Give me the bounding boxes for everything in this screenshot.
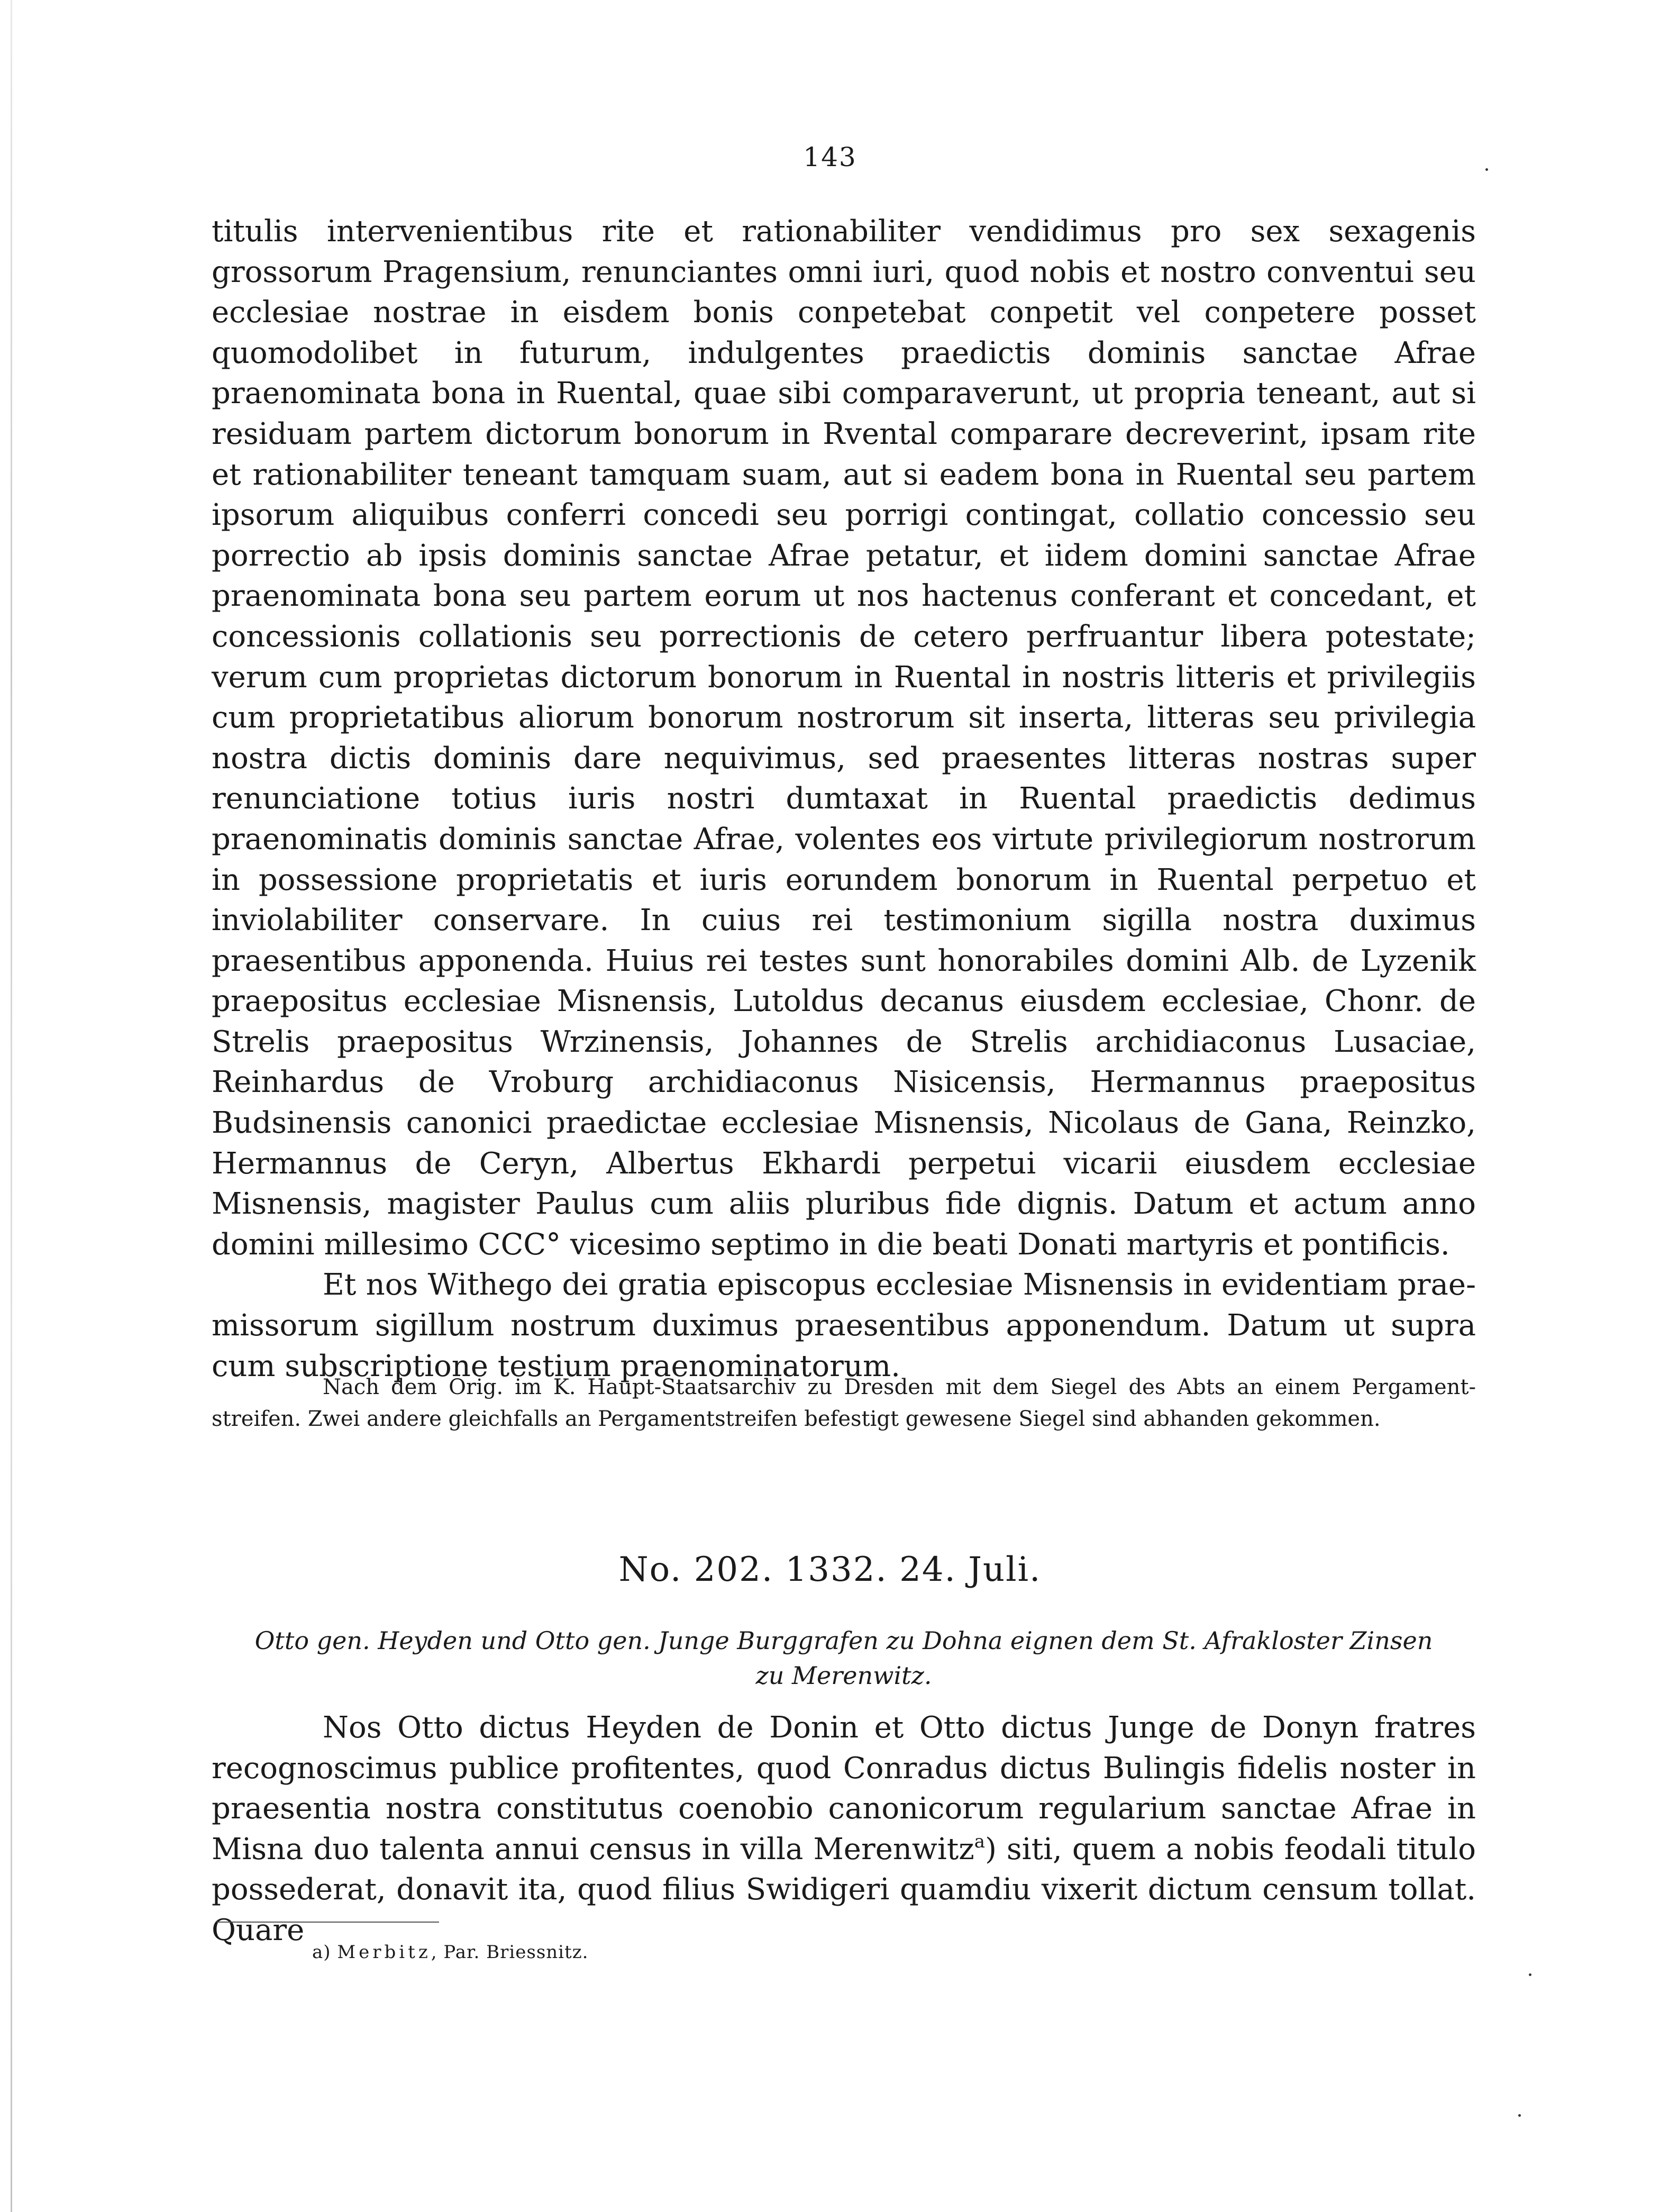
body-paragraph-2: Et nos Withego dei gratia episcopus ecclesiae Misnensis in evidentiam praemissorum sigillum nostrum duximus praesentibus apponendum. Datum ut supra cum subscriptione testium praenominatorum. xyxy=(212,1268,1476,1383)
page-number: 143 xyxy=(803,142,857,172)
document-heading: No. 202. 1332. 24. Juli. xyxy=(618,1550,1042,1589)
footnote-place: Merbitz xyxy=(337,1942,431,1963)
source-note: Nach dem Orig. im K. Haupt-Staatsarchiv zu Dresden mit dem Siegel des Abts an einem Pergamentstreifen. Zwei andere gleichfalls an Pergamentstreifen befestigt gewesene Siegel sind abhanden gekommen. xyxy=(212,1375,1476,1431)
scan-speck xyxy=(1529,1973,1531,1976)
body-text xyxy=(212,212,1476,1387)
document-text xyxy=(212,1708,1476,1951)
footnote-divider xyxy=(217,1922,439,1923)
scan-speck xyxy=(1518,2114,1521,2117)
page-edge-shadow xyxy=(11,0,12,2212)
footnote-reference: a xyxy=(974,1831,986,1852)
footnote-parish: , Par. Briessnitz. xyxy=(431,1942,589,1963)
footnote-marker: a) xyxy=(312,1942,331,1963)
document-summary: Otto gen. Heyden und Otto gen. Junge Burggrafen zu Dohna eignen dem St. Afrakloster Zinsen zu Merenwitz. xyxy=(254,1626,1433,1690)
scan-speck xyxy=(1485,168,1488,171)
document-text-part-2: ) siti, quem a nobis feodali titulo possederat, donavit ita, quod filius Swidigeri quamdiu vixerit dictum censum tollat. Quare xyxy=(212,1832,1476,1947)
body-paragraph-1: titulis intervenientibus rite et rationabiliter vendidimus pro sex sexagenis grossorum Pragensium, renunciantes omni iuri, quod nobis et nostro conventui seu ecclesiae nostrae in eisdem bonis conpetebat conpetit vel conpetere posset quomodolibet in futurum, indulgentes praedictis dominis sanctae Afrae praenominata bona in Ruental, quae sibi comparaverunt, ut propria teneant, aut si residuam partem dictorum bonorum in Rvental comparare decreverint, ipsam rite et rationabiliter teneant tamquam suam, aut si eadem bona in Ruental seu partem ipsorum aliquibus conferri concedi seu porrigi contingat, collatio concessio seu porrectio ab ipsis dominis sanctae Afrae petatur, et iidem domini sanctae Afrae praenominata bona seu partem eorum ut nos hactenus conferant et concedant, et concessionis collationis seu porrectionis de cetero perfruantur libera potestate; verum cum proprietas dictorum bonorum in Ruental in nostris litteris et privilegiis cum proprietatibus aliorum bonorum nostrorum sit inserta, litteras seu privilegia nostra dictis dominis dare nequivimus, sed praesentes litteras nostras super renunciatione totius iuris nostri dumtaxat in Ruental praedictis dedimus praenominatis dominis sanctae Afrae, volentes eos virtute privilegiorum nostrorum in possessione proprietatis et iuris eorundem bonorum in Ruental perpetuo et inviolabiliter conservare. In cuius rei testimonium sigilla nostra duximus praesentibus apponenda. Huius rei testes sunt honorabiles domini Alb. de Lyzenik praepositus ecclesiae Misnensis, Lutoldus decanus eiusdem ecclesiae, Chonr. de Strelis praepositus Wrzinensis, Johannes de Strelis archidiaconus Lusaciae, Reinhardus de Vroburg archidiaconus Nisicensis, Hermannus praepositus Budsinensis canonici praedictae ecclesiae Misnensis, Nicolaus de Gana, Reinzko, Hermannus de Ceryn, Albertus Ekhardi perpetui vicarii eiusdem ecclesiae Misnensis, magister Paulus cum aliis pluribus fide dignis. Datum et actum anno domini millesimo CCC° vicesimo septimo in die beati Donati martyris et pontificis. xyxy=(212,214,1476,1262)
footnote xyxy=(312,1942,588,1963)
document-text-part-1: Nos Otto dictus Heyden de Donin et Otto dictus Junge de Donyn fratres recognoscimus publice profitentes, quod Conradus dictus Bulingis fidelis noster in praesentia nostra constitutus coenobio canonicorum regularium sanctae Afrae in Misna duo talenta annui census in villa Merenwitz xyxy=(212,1710,1476,1867)
